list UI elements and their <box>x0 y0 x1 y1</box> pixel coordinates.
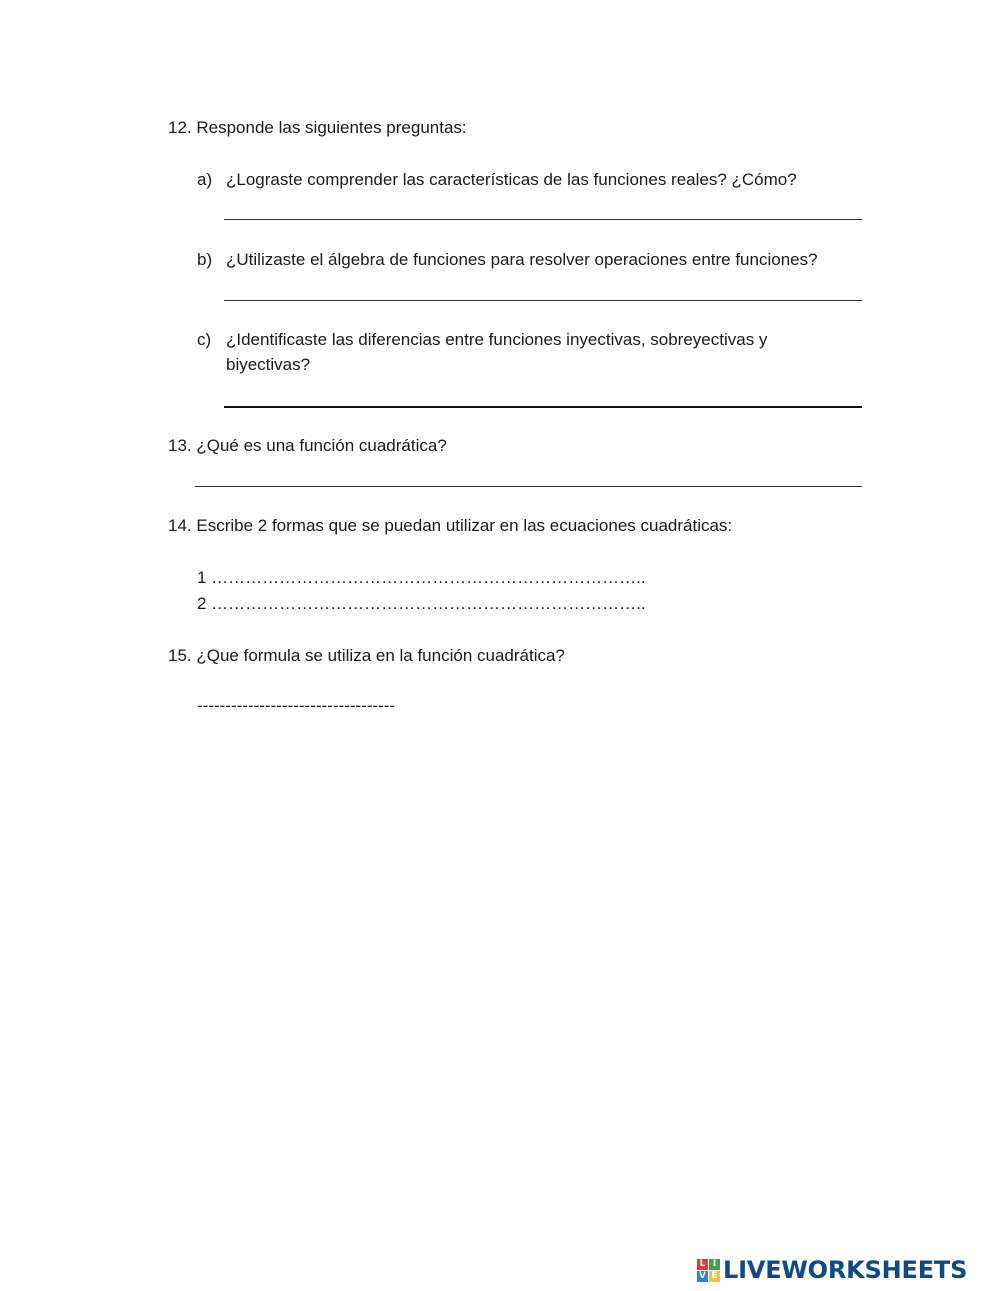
question-12b-text: ¿Utilizaste el álgebra de funciones para resolver operaciones entre funciones? <box>226 250 818 269</box>
question-12-title: 12. Responde las siguientes preguntas: <box>168 118 467 137</box>
answer-line-12b[interactable] <box>224 300 862 301</box>
liveworksheets-logo <box>697 1256 995 1286</box>
question-12c-marker: c) <box>197 330 212 349</box>
question-12a-text: ¿Lograste comprender las características de las funciones reales? ¿Cómo? <box>226 170 797 189</box>
answer-line-13[interactable] <box>195 486 862 487</box>
answer-line-15[interactable]: ----------------------------------- <box>197 696 396 715</box>
answer-item-2[interactable]: 2 ………………………………………………………………….. <box>197 594 646 613</box>
question-14-title: 14. Escribe 2 formas que se puedan utilizar en las ecuaciones cuadráticas: <box>168 516 733 535</box>
question-15-title: 15. ¿Que formula se utiliza en la función cuadrática? <box>168 646 565 665</box>
answer-item-1[interactable]: 1 ………………………………………………………………….. <box>197 568 646 587</box>
question-12a-marker: a) <box>197 170 213 189</box>
answer-line-12c[interactable] <box>224 406 862 408</box>
live-letter-e: E <box>709 1271 720 1282</box>
question-13-title: 13. ¿Qué es una función cuadrática? <box>168 436 447 455</box>
live-icon <box>697 1259 721 1283</box>
live-letter-l: L <box>697 1259 708 1270</box>
logo-text: LIVEWORKSHEETS <box>723 1256 968 1284</box>
question-12b-marker: b) <box>197 250 213 269</box>
question-12c-text-line2: biyectivas? <box>226 355 311 374</box>
answer-line-12a[interactable] <box>224 219 862 220</box>
question-12c-text-line1: ¿Identificaste las diferencias entre funciones inyectivas, sobreyectivas y <box>226 330 768 349</box>
live-letter-v: V <box>697 1271 708 1282</box>
live-letter-i: I <box>709 1259 720 1270</box>
